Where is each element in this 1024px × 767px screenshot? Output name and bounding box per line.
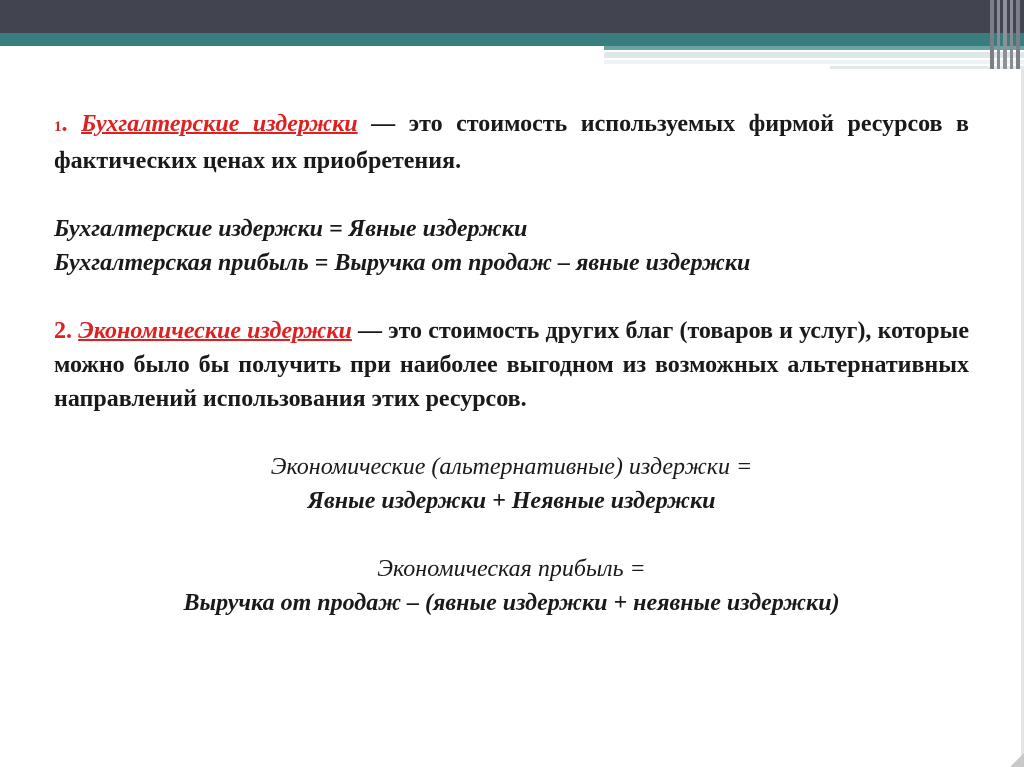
definition-text: — это стоимость используемых фирмой ресурсов в фактических ценах их приобретения. (54, 111, 969, 174)
header-accent-line (604, 52, 1024, 58)
definition-number: 1. Бухгалтерские издержки (54, 111, 358, 137)
formula-economic-costs-line2: Явные издержки + Неявные издержки (307, 488, 716, 514)
page-fold-corner (1010, 753, 1024, 767)
header-stripe (1016, 0, 1020, 69)
header-stripe (1010, 0, 1013, 69)
formula-accounting-profit: Бухгалтерская прибыль = Выручка от продаж – явные издержки (54, 250, 751, 276)
header-stripe (997, 0, 1000, 69)
definition-accounting-costs (54, 107, 969, 178)
formula-economic-profit-line1: Экономическая прибыль = (377, 556, 646, 582)
header-accent-line (830, 66, 1024, 69)
header-bar-teal (0, 33, 1024, 46)
definition-economic-costs (54, 314, 969, 416)
definition-number: 2. Экономические издержки (54, 318, 352, 344)
header-accent-line (604, 60, 1024, 64)
term-accounting-costs: Бухгалтерские издержки (81, 111, 358, 137)
formula-accounting-costs: Бухгалтерские издержки = Явные издержки (54, 216, 528, 242)
slide-content (54, 107, 969, 620)
header-bar-dark (0, 0, 1024, 33)
term-economic-costs: Экономические издержки (78, 318, 352, 344)
formula-economic-costs-line1: Экономические (альтернативные) издержки = (270, 454, 753, 480)
header-stripe (990, 0, 994, 69)
header-stripe (1003, 0, 1007, 69)
definition-text: — это стоимость других благ (товаров и услуг), которые можно было бы получить при наиболее выгодном из возможных альтернативных направлений использования этих ресурсов. (54, 318, 970, 412)
formula-economic-profit-line2: Выручка от продаж – (явные издержки + неявные издержки) (183, 590, 840, 616)
header-accent-line (604, 46, 1024, 50)
